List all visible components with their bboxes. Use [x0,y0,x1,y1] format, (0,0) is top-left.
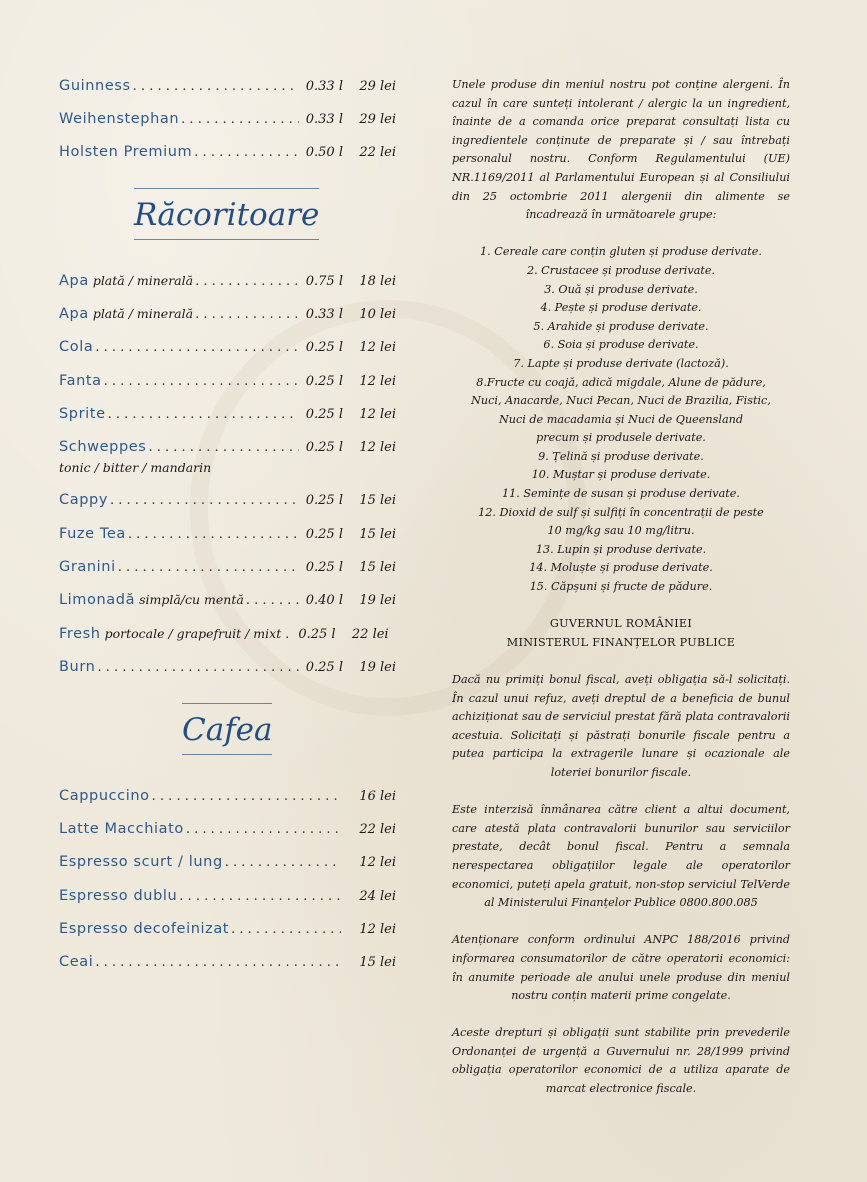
item-price: 15 lei [359,527,396,542]
allergen-line: 3. Ouă și produse derivate. [544,282,698,296]
dot-leader [195,307,299,322]
menu-item [59,373,396,393]
heading-rule-bottom [182,754,272,755]
item-name: Cola [59,339,94,355]
item-price: 12 lei [359,374,396,389]
menu-item [59,526,396,546]
item-quantity: 0.25 l [305,527,343,542]
allergen-line: 15. Căpșuni și fructe de pădure. [529,580,713,594]
ministry-title: MINISTERUL FINANȚELOR PUBLICE [506,635,736,649]
allergen-line: 8.Fructe cu coajă, adică migdale, Alune de pădure, [476,375,766,389]
item-description: plată / minerală [92,273,194,288]
item-name: Fanta [59,373,102,389]
item-quantity: 0.33 l [305,79,343,94]
menu-item [59,406,396,426]
item-price: 10 lei [359,307,396,322]
dot-leader [148,440,299,455]
allergen-line: 4. Pește și produse derivate. [540,301,702,315]
legal-notice-column [452,76,790,1099]
section-title: Răcoritoare [134,197,320,233]
dot-leader [108,407,299,422]
anpc-notice: Atenționare conform ordinului ANPC 188/2016 privind informarea consumatorilor de către operatorii economici: în anumite perioade ale anului unele produse din meniul nostru conțin materii prime congelate. [452,933,790,1003]
dot-leader [225,855,341,870]
item-name: Weihenstephan [59,111,180,127]
allergen-line: Nuci de macadamia și Nuci de Queensland [499,412,743,426]
allergen-line: 7. Lapte și produse derivate (lactoză). [513,356,729,370]
dot-leader [246,593,299,608]
allergen-line: 10. Muștar și produse derivate. [531,468,711,482]
menu-item [59,78,396,98]
item-quantity: 0.25 l [305,560,343,575]
item-name: Apa [59,306,89,322]
item-price: 18 lei [359,274,396,289]
item-quantity: 0.25 l [305,493,343,508]
item-name: Schweppes [59,439,147,455]
item-description: plată / minerală [92,306,194,321]
allergen-line: 10 mg/kg sau 10 mg/litru. [547,524,695,538]
menu-item [59,788,396,808]
section-title: Cafea [182,712,273,748]
item-description: simplă/cu mentă [139,592,244,607]
menu-item [59,921,396,941]
heading-rule-top [134,188,319,189]
dot-leader [97,660,299,675]
item-quantity: 0.25 l [305,660,343,675]
menu-item [59,821,396,841]
allergen-line: 6. Soia și produse derivate. [543,338,699,352]
allergen-line: precum și produsele derivate. [536,431,706,445]
dot-leader [186,822,341,837]
item-quantity: 0.40 l [305,593,343,608]
item-price: 12 lei [359,922,396,937]
item-name: Fuze Tea [59,526,126,542]
item-name: Cappy [59,492,108,508]
spacer [452,1006,790,1025]
allergen-intro: Unele produse din meniul nostru pot conține alergeni. În cazul în care sunteți intolerant / alergic la un ingredient, înainte de a comanda orice preparat consultați lista cu ingredientele conținute de preparate și / sau întrebați personalul nostru. Conform Regulamentului (UE) NR.1169/2011 al Parlamentului European și al Consiliului din 25 octombrie 2011 alergenii din alimente se încadrează în următoarele grupe: [452,78,790,222]
allergen-line: 1. Cereale care conțin gluten și produse derivate. [480,245,762,259]
item-quantity: 0.33 l [305,112,343,127]
item-price: 12 lei [359,855,396,870]
item-price: 22 lei [351,627,389,642]
item-quantity: 0.25 l [305,374,343,389]
item-subtitle: tonic / bitter / mandarin [59,460,212,475]
menu-item [59,439,396,459]
item-description: portocale / grapefruit / mixt . [104,626,290,641]
spacer [452,652,790,671]
allergen-line: 11. Semințe de susan și produse derivate. [502,487,740,501]
dot-leader [95,340,299,355]
menu-item [59,492,396,512]
menu-item [59,339,396,359]
item-name: Holsten Premium [59,144,193,160]
item-price: 24 lei [359,889,396,904]
dot-leader [95,955,341,970]
dot-leader [195,274,299,289]
item-price: 29 lei [359,79,396,94]
dot-leader [110,493,299,508]
dot-leader [231,922,341,937]
item-price: 15 lei [359,955,396,970]
item-price: 19 lei [359,660,396,675]
item-price: 12 lei [359,407,396,422]
item-price: 22 lei [359,822,396,837]
menu-item [59,592,396,612]
menu-item [59,659,396,679]
menu-item [59,111,396,131]
item-price: 29 lei [359,112,396,127]
item-name: Fresh [59,626,101,642]
allergen-line: 2. Crustacee și produse derivate. [526,263,716,277]
menu-item [59,954,396,974]
item-name: Granini [59,559,116,575]
spacer [452,783,790,802]
item-name: Cappuccino [59,788,150,804]
ordinance-notice: Aceste drepturi și obligații sunt stabilite prin prevederile Ordonanței de urgență a Guvernului nr. 28/1999 privind obligația operatorilor economici de a utiliza aparate de marcat electronice fiscale. [452,1026,790,1096]
section-heading-coffee [182,703,272,755]
fiscal-receipt-notice: Dacă nu primiți bonul fiscal, aveți obligația să-l solicitați. În cazul unui refuz, aveți dreptul de a beneficia de bunul achiziționat sau de serviciul prestat fără plata contravalorii acestuia. Solicitați și păstrați bonurile fiscale pentru a putea participa la extragerile lunare și ocazionale ale loteriei bonurilor fiscale. [452,673,790,779]
item-name: Espresso scurt / lung [59,854,223,870]
spacer [452,597,790,616]
dot-leader [104,374,299,389]
allergen-line: 12. Dioxid de sulf și sulfiți în concentrații de peste [478,505,764,519]
dot-leader [179,889,341,904]
item-name: Burn [59,659,96,675]
dot-leader [152,789,341,804]
item-name: Espresso dublu [59,888,178,904]
item-name: Espresso decofeinizat [59,921,230,937]
menu-item [59,144,396,164]
item-name: Sprite [59,406,106,422]
item-price: 15 lei [359,493,396,508]
item-quantity: 0.75 l [305,274,343,289]
spacer [452,225,790,244]
item-price: 15 lei [359,560,396,575]
menu-item [59,559,396,579]
item-name: Limonadă [59,592,136,608]
item-price: 16 lei [359,789,396,804]
heading-rule-top [182,703,272,704]
dot-leader [118,560,299,575]
dot-leader [128,527,299,542]
dot-leader [194,145,299,160]
menu-item [59,306,396,326]
item-price: 19 lei [359,593,396,608]
menu-item [59,888,396,908]
item-quantity: 0.25 l [298,627,336,642]
allergen-line: Nuci, Anacarde, Nuci Pecan, Nuci de Brazilia, Fistic, [471,394,771,408]
item-quantity: 0.25 l [305,340,343,355]
allergen-line: 5. Arahide și produse derivate. [533,319,709,333]
item-name: Apa [59,273,89,289]
item-name: Ceai [59,954,94,970]
spacer [452,913,790,932]
item-quantity: 0.33 l [305,307,343,322]
dot-leader [181,112,299,127]
forbidden-document-notice: Este interzisă înmânarea către client a altui document, care atestă plata contravalorii bunurilor sau serviciilor prestate, decât bonul fiscal. Pentru a semnala nerespectarea obligațiilor legale ale operatorilor economici, puteți apela gratuit, non-stop serviciul TelVerde al Ministerului Finanțelor Publice 0800.800.085 [452,803,790,910]
section-heading-soft-drinks [134,188,319,240]
menu-item [59,626,396,646]
allergen-line: 13. Lupin și produse derivate. [535,542,707,556]
dot-leader [133,79,299,94]
item-name: Latte Macchiato [59,821,184,837]
allergen-line: 14. Moluște și produse derivate. [529,561,713,575]
item-quantity: 0.25 l [305,407,343,422]
allergen-line: 9. Țelină și produse derivate. [538,449,704,463]
menu-item [59,854,396,874]
item-name: Guinness [59,78,131,94]
item-price: 22 lei [359,145,396,160]
allergen-list [452,243,790,596]
heading-rule-bottom [134,239,319,240]
item-price: 12 lei [359,340,396,355]
menu-item [59,273,396,293]
item-quantity: 0.50 l [305,145,343,160]
government-title: GUVERNUL ROMÂNIEI [549,617,693,631]
item-quantity: 0.25 l [305,440,343,455]
item-price: 12 lei [359,440,396,455]
